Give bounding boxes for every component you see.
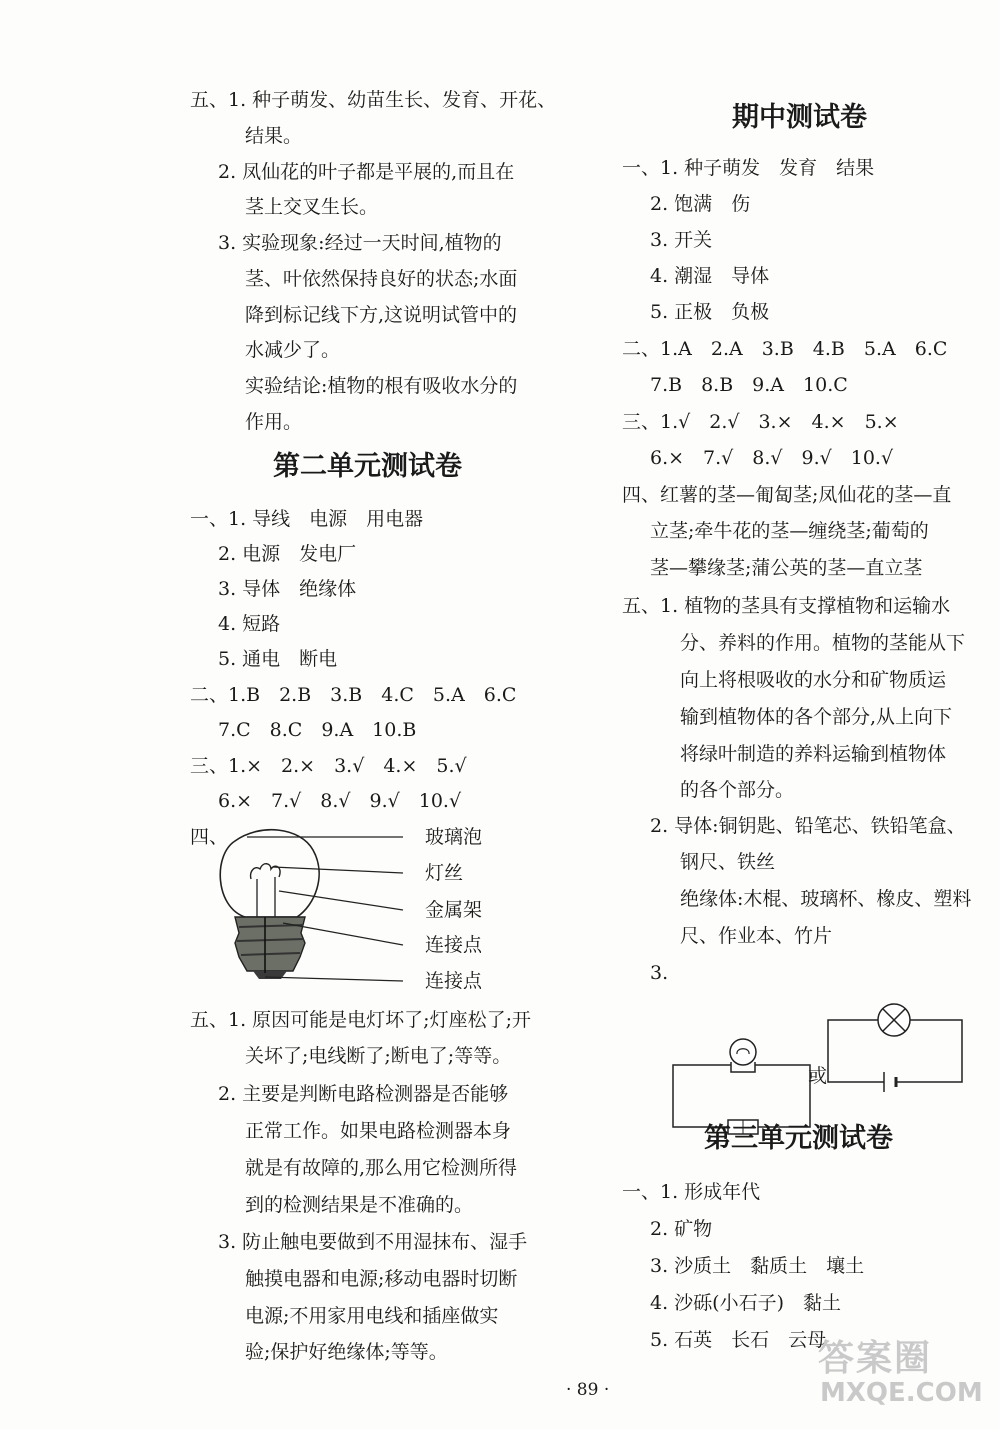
answer-line: 实验结论:植物的根有吸收水分的 bbox=[245, 375, 518, 397]
page-number: · 89 · bbox=[566, 1380, 610, 1400]
answer-line: 3. 防止触电要做到不用湿抹布、湿手 bbox=[218, 1231, 528, 1253]
answer-line: 2. 饱满 伤 bbox=[650, 193, 751, 215]
answer-line: 7.B 8.B 9.A 10.C bbox=[650, 374, 848, 396]
answer-line: 五、1. 植物的茎具有支撑植物和运输水 bbox=[622, 595, 951, 617]
answer-line: 2. 电源 发电厂 bbox=[218, 543, 357, 565]
answer-line: 3. 开关 bbox=[650, 229, 713, 251]
answer-line: 就是有故障的,那么用它检测所得 bbox=[245, 1157, 518, 1179]
answer-line: 7.C 8.C 9.A 10.B bbox=[218, 719, 417, 741]
answer-line: 关坏了;电线断了;断电了;等等。 bbox=[245, 1045, 512, 1067]
answer-line: 2. 矿物 bbox=[650, 1218, 713, 1240]
answer-line: 2. 导体:铜钥匙、铅笔芯、铁铅笔盒、 bbox=[650, 815, 966, 837]
unit2-title: 第二单元测试卷 bbox=[273, 451, 462, 482]
answer-line: 输到植物体的各个部分,从上向下 bbox=[680, 706, 953, 728]
answer-line: 5. 正极 负极 bbox=[650, 301, 770, 323]
answer-line: 降到标记线下方,这说明试管中的 bbox=[245, 304, 518, 326]
bulb-label-contact-2: 连接点 bbox=[425, 970, 483, 992]
answer-line: 一、1. 导线 电源 用电器 bbox=[190, 508, 424, 530]
answer-line: 电源;不用家用电线和插座做实 bbox=[245, 1305, 499, 1327]
answer-line: 五、1. 种子萌发、幼苗生长、发育、开花、 bbox=[190, 89, 557, 111]
answer-line: 绝缘体:木棍、玻璃杯、橡皮、塑料 bbox=[680, 888, 972, 910]
answer-line: 三、1.× 2.× 3.√ 4.× 5.√ bbox=[190, 755, 467, 777]
answer-line: 验;保护好绝缘体;等等。 bbox=[245, 1341, 448, 1363]
answer-line: 一、1. 种子萌发 发育 结果 bbox=[622, 157, 875, 179]
answer-line: 3. 实验现象:经过一天时间,植物的 bbox=[218, 232, 502, 254]
answer-line: 茎上交叉生长。 bbox=[245, 196, 379, 218]
answer-line: 的各个部分。 bbox=[680, 779, 795, 801]
answer-line: 结果。 bbox=[245, 125, 303, 147]
answer-line: 3. 导体 绝缘体 bbox=[218, 578, 357, 600]
answer-line: 正常工作。如果电路检测器本身 bbox=[245, 1120, 512, 1142]
bulb-label-glass: 玻璃泡 bbox=[425, 826, 483, 848]
answer-line: 4. 短路 bbox=[218, 613, 281, 635]
or-label: 或 bbox=[808, 1065, 828, 1087]
answer-line: 茎—攀缘茎;蒲公英的茎—直立茎 bbox=[650, 557, 923, 579]
answer-line: 3. bbox=[650, 962, 669, 984]
midterm-title: 期中测试卷 bbox=[732, 102, 867, 133]
answer-line: 茎、叶依然保持良好的状态;水面 bbox=[245, 268, 518, 290]
answer-line: 4. 潮湿 导体 bbox=[650, 265, 770, 287]
answer-line: 5. 石英 长石 云母 bbox=[650, 1329, 827, 1351]
answer-line: 将绿叶制造的养料运输到植物体 bbox=[680, 743, 947, 765]
answer-line: 4. 沙砾(小石子) 黏土 bbox=[650, 1292, 841, 1314]
watermark-logo: 答案圈 bbox=[818, 1338, 933, 1379]
answer-line: 二、1.A 2.A 3.B 4.B 5.A 6.C bbox=[622, 338, 948, 360]
answer-line: 三、1.√ 2.√ 3.× 4.× 5.× bbox=[622, 411, 899, 433]
answer-line: 6.× 7.√ 8.√ 9.√ 10.√ bbox=[650, 447, 894, 469]
answer-line: 2. 主要是判断电路检测器是否能够 bbox=[218, 1083, 509, 1105]
answer-line: 向上将根吸收的水分和矿物质运 bbox=[680, 669, 947, 691]
answer-line: 二、1.B 2.B 3.B 4.C 5.A 6.C bbox=[190, 684, 517, 706]
answer-line: 2. 凤仙花的叶子都是平展的,而且在 bbox=[218, 161, 515, 183]
answer-line: 尺、作业本、竹片 bbox=[680, 925, 833, 947]
answer-line: 水减少了。 bbox=[245, 339, 341, 361]
answer-line: 作用。 bbox=[245, 411, 303, 433]
answer-line: 分、养料的作用。植物的茎能从下 bbox=[680, 632, 966, 654]
unit3-title: 第三单元测试卷 bbox=[704, 1123, 893, 1154]
bulb-label-metal-frame: 金属架 bbox=[425, 899, 483, 921]
answer-line: 五、1. 原因可能是电灯坏了;灯座松了;开 bbox=[190, 1009, 531, 1031]
bulb-label-filament: 灯丝 bbox=[425, 862, 464, 884]
question-4-label: 四、 bbox=[190, 826, 229, 848]
bulb-label-contact-1: 连接点 bbox=[425, 934, 483, 956]
answer-line: 一、1. 形成年代 bbox=[622, 1181, 761, 1203]
answer-line: 触摸电器和电源;移动电器时切断 bbox=[245, 1268, 518, 1290]
circuit-diagram-2 bbox=[826, 1000, 966, 1110]
answer-line: 3. 沙质土 黏质土 壤土 bbox=[650, 1255, 865, 1277]
watermark-url: MXQE.COM bbox=[820, 1378, 983, 1408]
answer-line: 四、红薯的茎—匍匐茎;凤仙花的茎—直 bbox=[622, 484, 952, 506]
answer-line: 6.× 7.√ 8.√ 9.√ 10.√ bbox=[218, 790, 462, 812]
answer-line: 到的检测结果是不准确的。 bbox=[245, 1194, 474, 1216]
answer-line: 钢尺、铁丝 bbox=[680, 851, 776, 873]
answer-line: 立茎;牵牛花的茎—缠绕茎;葡萄的 bbox=[650, 520, 929, 542]
answer-line: 5. 通电 断电 bbox=[218, 648, 338, 670]
